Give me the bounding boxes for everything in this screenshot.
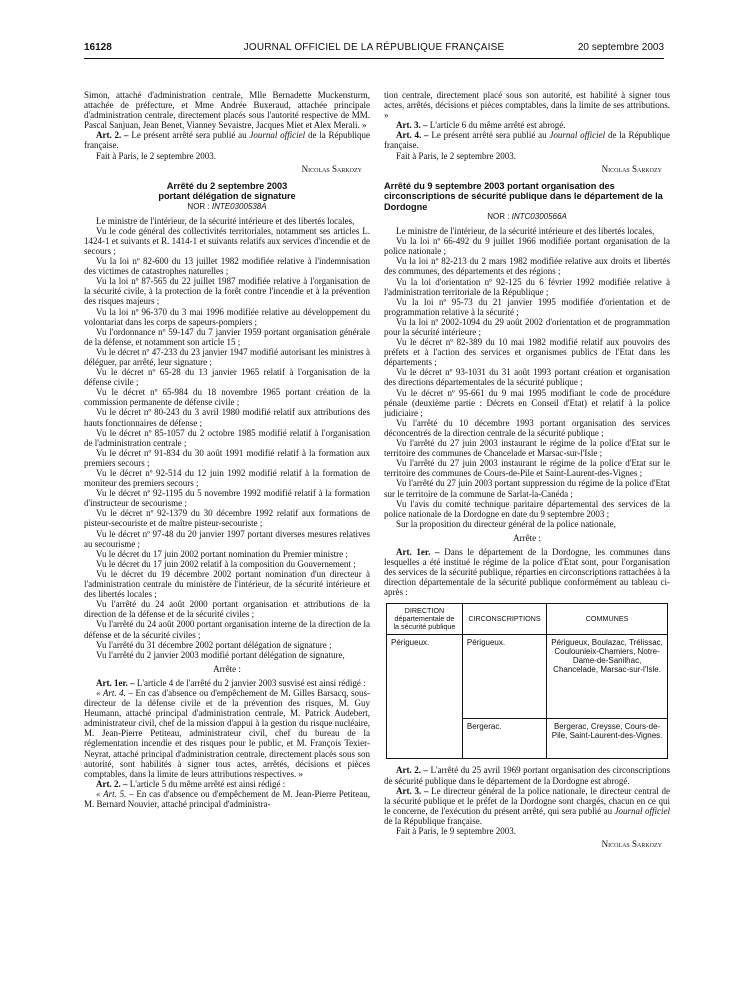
article-label: « Art. 5. – [96, 788, 134, 799]
nor-label: NOR : [487, 211, 512, 221]
article-label: Art. 2. – [96, 778, 128, 789]
continued-paragraph: tion centrale, directement placé sous son autorité, est habilité à signer tous actes, arrêtés, décisions et pièces comptables, dans la limite de ses attributions. » [384, 90, 670, 121]
table-cell: Périgueux. [462, 635, 546, 719]
visa-line: Vu le décret nº 92-1195 du 5 novembre 1992 modifié relatif à la formation d'instructeur de secourisme ; [84, 488, 370, 509]
article-paragraph [84, 789, 370, 809]
decree-title-line: portant délégation de signature [158, 191, 296, 202]
signature: Nicolas Sarkozy [601, 163, 662, 174]
journal-name: Journal officiel [249, 130, 306, 141]
signature: Nicolas Sarkozy [301, 163, 362, 174]
article-label: Art. 2. – [396, 765, 429, 776]
visa-line: Vu le décret nº 47-233 du 23 janvier 1947 modifié autorisant les ministres à déléguer, par arrêté, leur signature ; [84, 346, 370, 367]
nor-label: NOR : [187, 201, 212, 211]
article-paragraph [384, 786, 670, 826]
arrete-heading: Arrête : [513, 532, 541, 543]
article-text: Le directeur général de la police nationale, le directeur central de la sécurité publique et le préfet de la Dordogne sont chargés, chacun en ce qui le concerne, de l'exécution du présent arrêté, qui sera publié au [384, 785, 670, 816]
article-text: En cas d'absence ou d'empêchement de M. Jean-Pierre Petiteau, M. Bernard Nouvier, attaché principal d'administra- [84, 788, 370, 809]
article-paragraph [384, 130, 670, 150]
visa-line: Vu l'arrêté du 27 juin 2003 instaurant le régime de la police d'Etat sur le territoire des communes de Cours-de-Pile et Saint-Laurent-des-Vignes ; [384, 458, 670, 479]
table-cell: Bergerac, Creysse, Cours-de-Pile, Saint-Laurent-des-Vignes. [547, 719, 668, 759]
visa-line: Vu le code général des collectivités territoriales, notamment ses articles L. 1424-1 et suivants et R. 1414-1 et suivants relatifs aux services d'incendie et de secours ; [84, 225, 370, 256]
visa-line: Vu l'avis du comité technique paritaire départemental des services de la police nationale de la Dordogne en date du 9 septembre 2003 ; [384, 498, 670, 519]
visa-line: Vu la loi nº 87-565 du 22 juillet 1987 modifiée relative à l'organisation de la sécurité civile, à la protection de la forêt contre l'incendie et à la prévention des risques majeurs ; [84, 276, 370, 307]
article-paragraph [384, 120, 670, 130]
visa-line: Vu l'arrêté du 27 juin 2003 portant suppression du régime de la police d'Etat sur le territoire de la commune de Sarlat-la-Canéda ; [384, 478, 670, 499]
article-label: Art. 1er. – [396, 546, 440, 557]
article-label: « Art. 4. – [96, 687, 133, 698]
visa-line: Vu le décret nº 65-984 du 18 novembre 1965 portant création de la commission permanente de défense civile ; [84, 387, 370, 408]
visa-list [84, 216, 370, 660]
circonscriptions-table [386, 603, 668, 759]
visa-line: Le ministre de l'intérieur, de la sécurité intérieure et des libertés locales, [96, 215, 355, 226]
visa-list [384, 226, 670, 529]
left-column [84, 90, 370, 809]
article-label: Art. 2. – [96, 130, 129, 141]
visa-line: Vu le décret nº 65-28 du 13 janvier 1965 relatif à l'organisation de la défense civile ; [84, 367, 370, 388]
article-text: L'article 4 de l'arrêté du 2 janvier 2003 susvisé est ainsi rédigé : [134, 677, 366, 688]
decree-title: Arrêté du 9 septembre 2003 portant organisation des circonscriptions de sécurité publique dans le département de la Dordogne [384, 180, 663, 212]
visa-line: Vu la loi nº 82-600 du 13 juillet 1982 modifiée relative à l'indemnisation des victimes de catastrophes naturelles ; [84, 256, 370, 277]
continued-paragraph: Simon, attaché d'administration centrale, Mlle Bernadette Muckensturm, attachée de préfecture, et Mme Andrée Buxeraud, attachée principale d'administration centrale, directement placés sous l'autorité respective de MM. Pascal Sanjuan, Jean Benet, Vianney Sevaistre, Jacques Miet et Alex Merali. » [84, 90, 370, 131]
nor-code: INTE0300538A [211, 201, 267, 211]
visa-line: Vu l'arrêté du 10 décembre 1993 portant organisation des services déconcentrés de la direction centrale de la sécurité publique ; [384, 417, 670, 438]
article-label: Art. 4. – [396, 130, 429, 141]
visa-line: Vu le décret nº 92-1379 du 30 décembre 1992 relatif aux formations de pisteur-secouriste et de maître pisteur-secouriste ; [84, 508, 370, 529]
journal-name: Journal officiel [614, 805, 670, 816]
visa-line: Vu la loi nº 95-73 du 21 janvier 1995 modifiée d'orientation et de programmation relative à la sécurité ; [384, 296, 670, 317]
header-rule [84, 58, 664, 59]
visa-line: Vu la loi nº 96-370 du 3 mai 1996 modifiée relative au développement du volontariat dans les corps de sapeurs-pompiers ; [84, 306, 370, 327]
visa-line: Vu l'arrêté du 27 juin 2003 instaurant le régime de la police d'Etat sur le territoire des communes de Chancelade et Marsac-sur-l'Isle ; [384, 438, 670, 459]
visa-line: Sur la proposition du directeur général de la police nationale, [396, 518, 616, 529]
column-header: CIRCONSCRIPTIONS [462, 604, 546, 635]
visa-line: Vu le décret du 17 juin 2002 relatif à la composition du Gouvernement ; [96, 558, 356, 569]
article-label: Art. 3. – [396, 120, 428, 131]
arrete-heading: Arrête : [213, 663, 241, 674]
article-paragraph [84, 130, 370, 150]
table-header-row [387, 604, 668, 635]
table-cell: Bergerac. [462, 719, 546, 759]
nor-reference [384, 212, 670, 222]
decree-title-line: Arrêté du 2 septembre 2003 [166, 180, 288, 191]
article-label: Art. 1er. – [96, 677, 135, 688]
visa-line: Vu le décret du 17 juin 2002 portant nomination du Premier ministre ; [96, 548, 348, 559]
journal-name: Journal officiel [549, 130, 606, 141]
visa-line: Vu l'arrêté du 31 décembre 2002 portant délégation de signature ; [96, 639, 332, 650]
article-text: de la République française. [384, 815, 482, 826]
article-text: Le présent arrêté sera publié au [428, 130, 550, 141]
visa-line: Vu la loi nº 2002-1094 du 29 août 2002 d'orientation et de programmation pour la sécurité intérieure ; [384, 316, 670, 337]
table-cell [387, 719, 463, 759]
article-text: de la République française. [384, 130, 670, 151]
article-paragraph [384, 547, 670, 597]
visa-line: Vu le décret nº 80-243 du 3 avril 1980 modifié relatif aux attributions des hauts fonctionnaires de défense ; [84, 407, 370, 428]
table-cell: Périgueux. [387, 635, 463, 719]
fait-line: Fait à Paris, le 2 septembre 2003. [396, 150, 516, 161]
article-text: Dans le département de la Dordogne, les communes dans lesquelles a été institué le régime de la police d'Etat sont, pour l'organisation des services de la sécurité publique, réparties en circonscriptions rattachées à la direction départementale de la sécurité publique conformément au tableau ci-après : [384, 546, 670, 598]
visa-line: Vu le décret nº 82-389 du 10 mai 1982 modifié relatif aux pouvoirs des préfets et à l'action des services et organismes publics de l'Etat dans les départements ; [384, 337, 670, 368]
article-paragraph [84, 688, 370, 779]
visa-line: Vu la loi nº 82-213 du 2 mars 1982 modifiée relative aux droits et libertés des communes, des départements et des régions ; [384, 256, 670, 277]
right-column [384, 90, 670, 849]
article-paragraph [384, 765, 670, 785]
visa-line: Vu la loi d'orientation nº 92-125 du 6 février 1992 modifiée relative à l'administration territoriale de la République ; [384, 276, 670, 297]
visa-line: Vu le décret nº 97-48 du 20 janvier 1997 portant diverses mesures relatives au secourisme ; [84, 528, 370, 549]
journal-title: JOURNAL OFFICIEL DE LA RÉPUBLIQUE FRANÇAISE [243, 42, 505, 53]
visa-line: Vu le décret nº 91-834 du 30 août 1991 modifié relatif à la formation aux premiers secours ; [84, 447, 370, 468]
table-row [387, 635, 668, 719]
article-text: L'article 6 du même arrêté est abrogé. [427, 120, 566, 131]
visa-line: Vu le décret nº 92-514 du 12 juin 1992 modifié relatif à la formation de moniteur des premiers secours ; [84, 468, 370, 489]
article-text: de la République française. [84, 130, 370, 151]
visa-line: Le ministre de l'intérieur, de la sécurité intérieure et des libertés locales, [396, 226, 655, 237]
article-text: L'arrêté du 25 avril 1969 portant organisation des circonscriptions de sécurité publique dans le département de la Dordogne est abrogé. [384, 765, 670, 786]
nor-code: INTC0300566A [511, 211, 567, 221]
visa-line: Vu l'ordonnance nº 59-147 du 7 janvier 1959 portant organisation générale de la défense, et notamment son article 15 ; [84, 326, 370, 347]
visa-line: Vu le décret du 19 décembre 2002 portant nomination d'un directeur à l'administration centrale du ministère de l'intérieur, de la sécurité intérieure et des libertés locales ; [84, 568, 370, 600]
signature: Nicolas Sarkozy [601, 839, 662, 850]
visa-line: Vu l'arrêté du 24 août 2000 portant organisation et attributions de la direction de la défense et de la sécurité civiles ; [84, 599, 370, 620]
visa-line: Vu la loi nº 66-492 du 9 juillet 1966 modifiée portant organisation de la police nationale ; [384, 236, 670, 257]
page-header [84, 40, 664, 56]
visa-line: Vu l'arrêté du 2 janvier 2003 modifié portant délégation de signature, [96, 649, 345, 660]
visa-line: Vu le décret nº 85-1057 du 2 octobre 1985 modifié relatif à l'organisation de l'administration centrale ; [84, 427, 370, 448]
table-row [387, 719, 668, 759]
article-paragraph [84, 779, 370, 789]
fait-line: Fait à Paris, le 2 septembre 2003. [96, 150, 216, 161]
page-number: 16128 [84, 42, 112, 53]
article-text: Le présent arrêté sera publié au [128, 130, 250, 141]
fait-line: Fait à Paris, le 9 septembre 2003. [396, 826, 516, 836]
column-header: DIRECTION départementale de la sécurité publique [387, 604, 463, 635]
issue-date: 20 septembre 2003 [577, 42, 664, 53]
visa-line: Vu l'arrêté du 24 août 2000 portant organisation interne de la direction de la défense et de la sécurité civiles ; [84, 619, 370, 640]
visa-line: Vu le décret nº 95-661 du 9 mai 1995 modifiant le code de procédure pénale (deuxième partie : Décrets en Conseil d'Etat) et relatif à la police judiciaire ; [384, 387, 670, 418]
article-text: En cas d'absence ou d'empêchement de M. Gilles Barsacq, sous-directeur de la défense civile et de la prévention des risques, M. Guy Heumann, attaché principal d'administration centrale, M. Patrick Audebert, administrateur civil, chef de la mission d'appui à la gestion du risque nucléaire, M. Jean-Pierre Petiteau, administrateur civil, chef du bureau de la réglementation incendie et des risques pour le public, et M. François Texier-Neyrat, attaché principal d'administration centrale, directement placés sous son autorité, sont habilités à signer tous actes, arrêtés, décisions et pièces comptables, dans la limite de leurs attributions respectives. » [84, 687, 370, 779]
article-label: Art. 3. – [396, 785, 429, 796]
visa-line: Vu le décret nº 93-1031 du 31 août 1993 portant création et organisation des directions départementales de la sécurité publique ; [384, 367, 670, 388]
article-text: L'article 5 du même arrêté est ainsi rédigé : [127, 778, 286, 789]
article-paragraph [84, 678, 370, 688]
table-cell: Périgueux, Boulazac, Trélissac, Coulounieix-Chamiers, Notre-Dame-de-Sanilhac, Chancelade, Marsac-sur-l'Isle. [547, 635, 668, 719]
column-header: COMMUNES [547, 604, 668, 635]
nor-reference [84, 202, 370, 212]
